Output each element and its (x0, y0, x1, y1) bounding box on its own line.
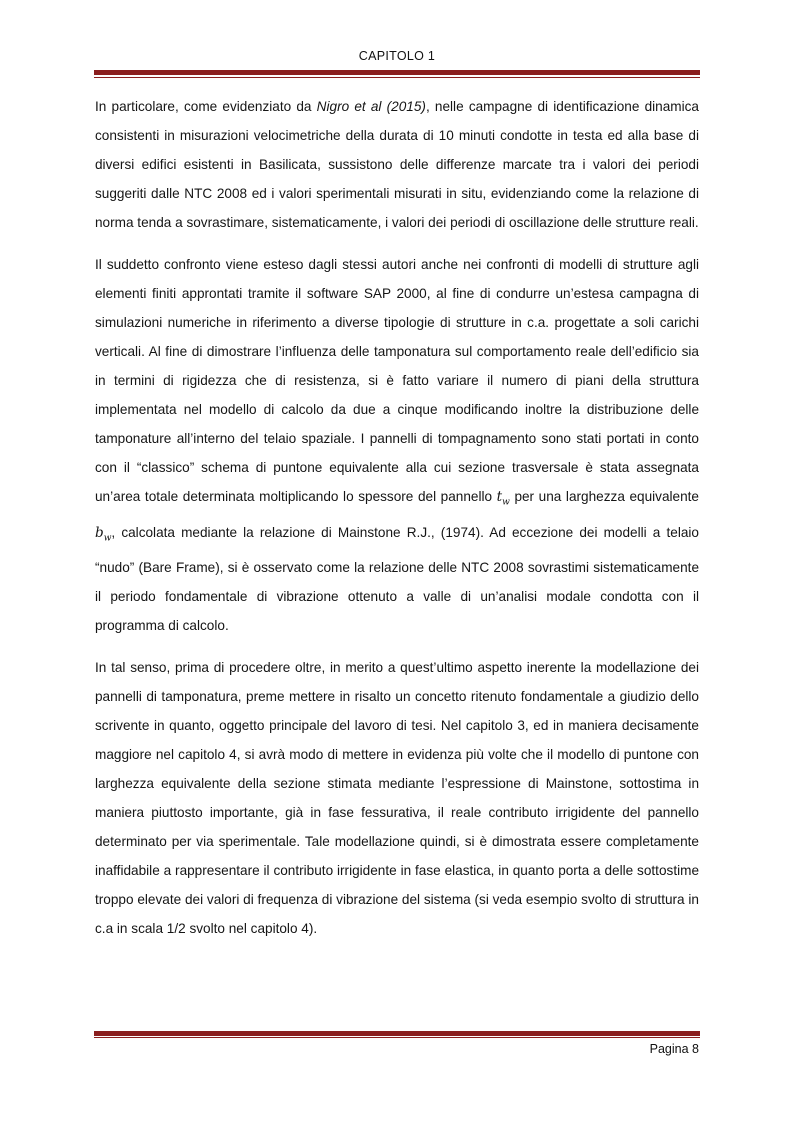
footer-rule-thin (94, 1037, 700, 1038)
paragraph-1: In particolare, come evidenziato da Nigro et al (2015), nelle campagne di identificazione dinamica consistenti in misurazioni velocimetriche della durata di 10 minuti condotte in testa ed alla base di diversi edifici esistenti in Basilicata, sussistono delle differenze marcate tra i valori dei periodi suggeriti dalle NTC 2008 ed i valori sperimentali misurati in situ, evidenziando come la relazione di norma tenda a sovrastimare, sistematicamente, i valori dei periodi di oscillazione delle strutture reali. (95, 99, 699, 230)
paragraph-3: In tal senso, prima di procedere oltre, in merito a quest’ultimo aspetto inerente la modellazione dei pannelli di tamponatura, preme mettere in risalto un concetto ritenuto fondamentale a giudizio dello scrivente in quanto, oggetto principale del lavoro di tesi. Nel capitolo 3, ed in maniera decisamente maggiore nel capitolo 4, si avrà modo di mettere in evidenza più volte che il modello di puntone con larghezza equivalente della sezione stimata mediante l’espressione di Mainstone, sottostima in maniera piuttosto importante, già in fase fessurativa, il reale contributo irrigidente del pannello determinato per via sperimentale. Tale modellazione quindi, si è dimostrata essere completamente inaffidabile a rappresentare il contributo irrigidente in fase elastica, in quanto porta a delle sottostime troppo elevate dei valori di frequenza di vibrazione del sistema (si veda esempio svolto di struttura in c.a in scala 1/2 svolto nel capitolo 4). (95, 660, 699, 937)
page-number: Pagina 8 (649, 1042, 699, 1056)
paragraph-2: Il suddetto confronto viene esteso dagli stessi autori anche nei confronti di modelli di strutture agli elementi finiti approntati tramite il software SAP 2000, al fine di condurre un’estesa campagna di simulazioni numeriche in riferimento a diverse tipologie di strutture in c.a. progettate a soli carichi verticali. Al fine di dimostrare l’influenza delle tamponatura sul comportamento reale dell’edificio sia in termini di rigidezza che di resistenza, si è fatto variare il numero di piani della struttura implementata nel modello di calcolo da due a cinque modificando inoltre la distribuzione delle tamponature all’interno del telaio spaziale. I pannelli di tompagnamento sono stati portati in conto con il “classico” schema di puntone equivalente alla cui sezione trasversale è stata assegnata un’area totale determinata moltiplicando lo spessore del pannello $t_w$ per una larghezza equivalente $b_w$, calcolata mediante la relazione di Mainstone R.J., (1974). Ad eccezione dei modelli a telaio “nudo” (Bare Frame), si è osservato come la relazione delle NTC 2008 sovrastimi sistematicamente il periodo fondamentale di vibrazione ottenuto a valle di un’analisi modale condotta con il programma di calcolo. (95, 257, 699, 634)
footer-rule-thick (94, 1031, 700, 1036)
chapter-header: CAPITOLO 1 (358, 49, 436, 63)
symbol-b-w: $b_w$ (95, 524, 112, 544)
body-text (95, 92, 699, 956)
symbol-t-w: $t_w$ (496, 489, 510, 508)
header-rule-thick (94, 70, 700, 75)
citation: Nigro et al (2015) (316, 99, 426, 114)
header-rule-thin (94, 77, 700, 78)
